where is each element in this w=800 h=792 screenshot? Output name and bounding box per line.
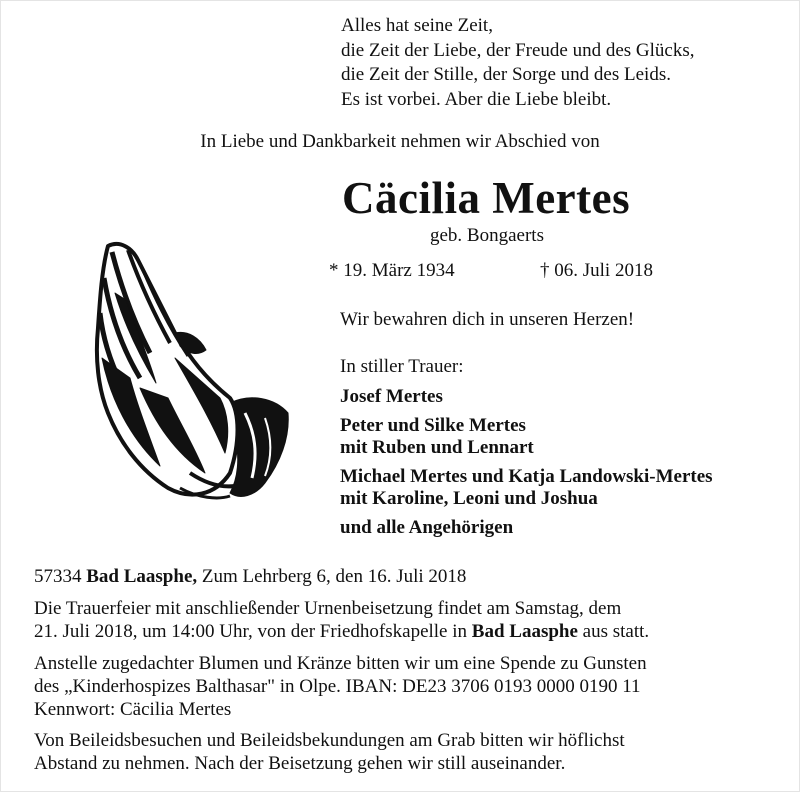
mourners-list bbox=[340, 386, 713, 539]
address-city: Bad Laasphe, bbox=[86, 566, 198, 587]
poem-line: die Zeit der Liebe, der Freude und des Glücks, bbox=[341, 39, 695, 61]
maiden-name: geb. Bongaerts bbox=[430, 225, 544, 246]
poem-line: Alles hat seine Zeit, bbox=[341, 15, 493, 36]
mourner-line: mit Ruben und Lennart bbox=[340, 437, 534, 458]
mourner-line: Peter und Silke Mertes bbox=[340, 414, 526, 436]
birth-date: * 19. März 1934 bbox=[329, 260, 455, 281]
ceremony-text: aus statt. bbox=[582, 621, 650, 642]
address-line bbox=[34, 565, 466, 588]
mourner-line: Michael Mertes und Katja Landowski-Mertes bbox=[340, 465, 713, 487]
deceased-name: Cäcilia Mertes bbox=[342, 173, 631, 223]
donation-info bbox=[34, 652, 647, 721]
poem-line: die Zeit der Stille, der Sorge und des Leids. bbox=[341, 64, 671, 85]
donation-line: Kennwort: Cäcilia Mertes bbox=[34, 699, 232, 720]
mourner-line: und alle Angehörigen bbox=[340, 516, 514, 538]
ceremony-text: 21. Juli 2018, um 14:00 Uhr, von der Friedhofskapelle in bbox=[34, 621, 468, 642]
donation-line: Anstelle zugedachter Blumen und Kränze bitten wir um eine Spende zu Gunsten bbox=[34, 653, 647, 674]
address-zip: 57334 bbox=[34, 566, 82, 587]
closing-line: Abstand zu nehmen. Nach der Beisetzung gehen wir still auseinander. bbox=[34, 753, 566, 774]
closing-info bbox=[34, 729, 625, 775]
praying-hands-icon bbox=[80, 238, 290, 508]
ceremony-line bbox=[34, 620, 649, 643]
ceremony-place: Bad Laasphe bbox=[471, 621, 578, 642]
donation-line: des „Kinderhospizes Balthasar" in Olpe. IBAN: DE23 3706 0193 0000 0190 11 bbox=[34, 676, 641, 697]
motto: Wir bewahren dich in unseren Herzen! bbox=[340, 309, 635, 330]
grief-label: In stiller Trauer: bbox=[340, 356, 464, 377]
ceremony-info bbox=[34, 597, 649, 643]
mourner-line: mit Karoline, Leoni und Joshua bbox=[340, 488, 598, 509]
death-date: † 06. Juli 2018 bbox=[540, 260, 653, 281]
address-rest: Zum Lehrberg 6, den 16. Juli 2018 bbox=[201, 566, 467, 587]
intro-line: In Liebe und Dankbarkeit nehmen wir Abschied von bbox=[200, 131, 600, 152]
poem bbox=[341, 14, 695, 112]
mourner-line: Josef Mertes bbox=[340, 386, 443, 407]
ceremony-line: Die Trauerfeier mit anschließender Urnenbeisetzung findet am Samstag, dem bbox=[34, 598, 622, 619]
closing-line: Von Beileidsbesuchen und Beileidsbekundungen am Grab bitten wir höflichst bbox=[34, 730, 625, 751]
poem-line: Es ist vorbei. Aber die Liebe bleibt. bbox=[341, 88, 612, 110]
